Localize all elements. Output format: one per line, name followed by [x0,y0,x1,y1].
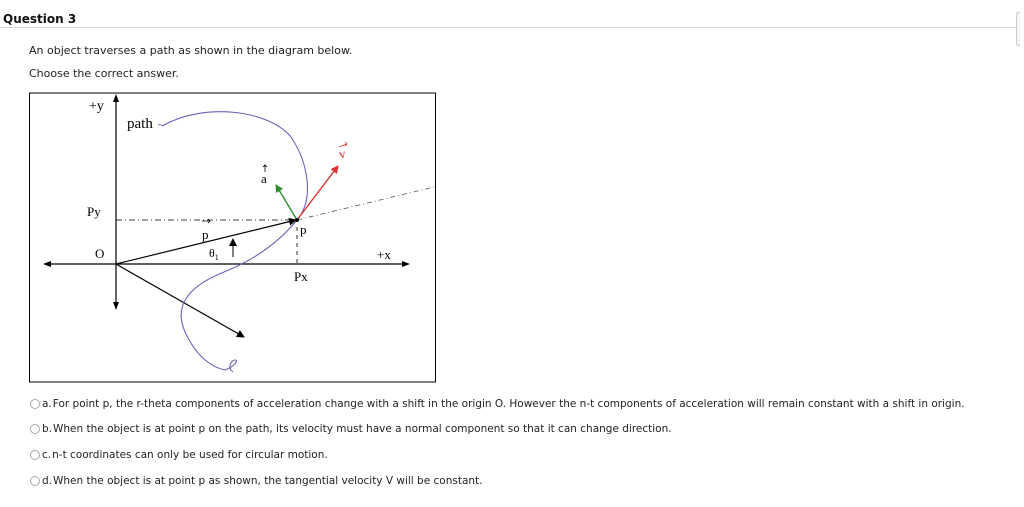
plus-y-label: +y [89,99,104,114]
path-diagram [29,92,436,383]
option-d[interactable] [30,473,483,489]
question-header [0,0,1020,28]
p-vector-label: p [202,227,209,242]
theta-label: $\theta_1$ [209,246,219,262]
option-a[interactable] [30,396,965,412]
option-c[interactable] [30,447,328,463]
option-c-text: n-t coordinates can only be used for circular motion. [52,449,328,461]
option-a-radio[interactable] [30,399,40,409]
diagram-frame [30,93,436,382]
option-d-letter: d. [42,475,53,487]
plus-x-label: +x [377,247,391,262]
a-vector-label: a [261,171,267,186]
point-p [295,218,299,222]
option-d-text: When the object is at point p as shown, the tangential velocity V will be constant. [53,475,483,487]
scrollbar-handle[interactable] [1016,12,1020,46]
question-instruction: Choose the correct answer. [29,67,179,80]
option-a-text: For point p, the r-theta components of acceleration change with a shift in the origin O. However the n-t components of acceleration will remain constant with a shift in origin. [52,398,965,410]
px-label: Px [294,269,308,284]
option-c-radio[interactable] [30,450,40,460]
py-label: Py [87,204,101,219]
question-title: Question 3 [3,12,77,26]
option-b-radio[interactable] [30,424,40,434]
v-vector-label: v [337,145,347,162]
option-b-letter: b. [42,423,53,435]
option-b-text: When the object is at point p on the path, its velocity must have a normal component so that it can change direction. [53,423,672,435]
option-d-radio[interactable] [30,476,40,486]
p-point-label: p [300,222,307,237]
option-a-letter: a. [42,398,52,410]
question-prompt: An object traverses a path as shown in the diagram below. [29,44,353,57]
origin-label: O [95,246,105,261]
option-b[interactable] [30,421,672,437]
path-label: path [127,116,153,132]
option-c-letter: c. [42,449,52,461]
